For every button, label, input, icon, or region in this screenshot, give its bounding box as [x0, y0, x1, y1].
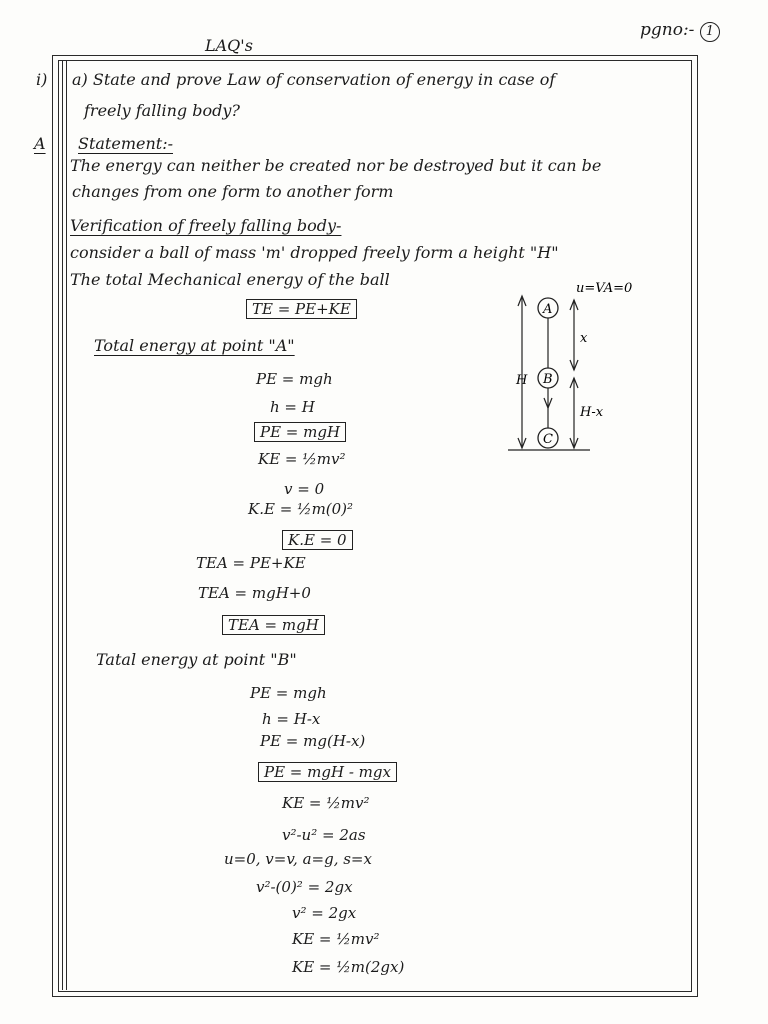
- answer-marker: A: [34, 134, 46, 153]
- page-number-label: pgno:- 1: [640, 20, 720, 42]
- point-b-line: u=0, v=v, a=g, s=x: [224, 850, 372, 868]
- point-a-line: h = H: [270, 398, 315, 416]
- point-b-line: PE = mg(H-x): [260, 732, 366, 750]
- point-b-line: KE = ½mv²: [282, 794, 370, 812]
- point-b-label: B: [543, 372, 553, 387]
- hx-label: H-x: [580, 405, 604, 420]
- point-a-line: TEA = PE+KE: [196, 554, 306, 572]
- x-label: x: [580, 331, 588, 346]
- question-line-2: freely falling body?: [84, 101, 240, 120]
- falling-body-diagram: [500, 270, 660, 460]
- point-a-heading: Total energy at point "A": [94, 336, 295, 355]
- point-a-line: PE = mgh: [256, 370, 333, 388]
- point-b-line: v²-(0)² = 2gx: [256, 878, 353, 896]
- point-b-line: KE = ½m(2gx): [292, 958, 405, 976]
- page-number: 1: [700, 22, 720, 42]
- point-a-line: K.E = 0: [282, 530, 353, 550]
- margin-line: [66, 60, 67, 990]
- te-formula: TE = PE+KE: [246, 299, 357, 319]
- point-a-line: PE = mgH: [254, 422, 346, 442]
- margin-line: [62, 60, 63, 990]
- point-b-line: PE = mgh: [250, 684, 327, 702]
- point-a-line: TEA = mgH: [222, 615, 325, 635]
- section-title: LAQ's: [205, 36, 253, 55]
- initial-velocity-label: u=VA=0: [576, 281, 633, 296]
- statement-heading: Statement:-: [78, 134, 173, 153]
- point-b-line: h = H-x: [262, 710, 321, 728]
- point-a-line: KE = ½mv²: [258, 450, 346, 468]
- point-b-heading: Tatal energy at point "B": [96, 650, 297, 669]
- height-label: H: [516, 373, 528, 388]
- point-b-line: PE = mgH - mgx: [258, 762, 397, 782]
- statement-line-1: The energy can neither be created nor be destroyed but it can be: [70, 156, 602, 175]
- question-number: i): [36, 70, 48, 89]
- statement-line-2: changes from one form to another form: [72, 182, 394, 201]
- verification-heading: Verification of freely falling body-: [70, 216, 342, 235]
- question-line-1: a) State and prove Law of conservation of energy in case of: [72, 70, 556, 89]
- point-b-line: v²-u² = 2as: [282, 826, 366, 844]
- point-a-label: A: [543, 302, 553, 317]
- verification-line-2: The total Mechanical energy of the ball: [70, 270, 390, 289]
- point-b-line: KE = ½mv²: [292, 930, 380, 948]
- point-a-line: v = 0: [284, 480, 325, 498]
- verification-line-1: consider a ball of mass 'm' dropped freely form a height "H": [70, 243, 559, 262]
- point-a-line: K.E = ½m(0)²: [248, 500, 354, 518]
- point-c-label: C: [543, 432, 553, 447]
- point-a-line: TEA = mgH+0: [198, 584, 311, 602]
- point-b-line: v² = 2gx: [292, 904, 357, 922]
